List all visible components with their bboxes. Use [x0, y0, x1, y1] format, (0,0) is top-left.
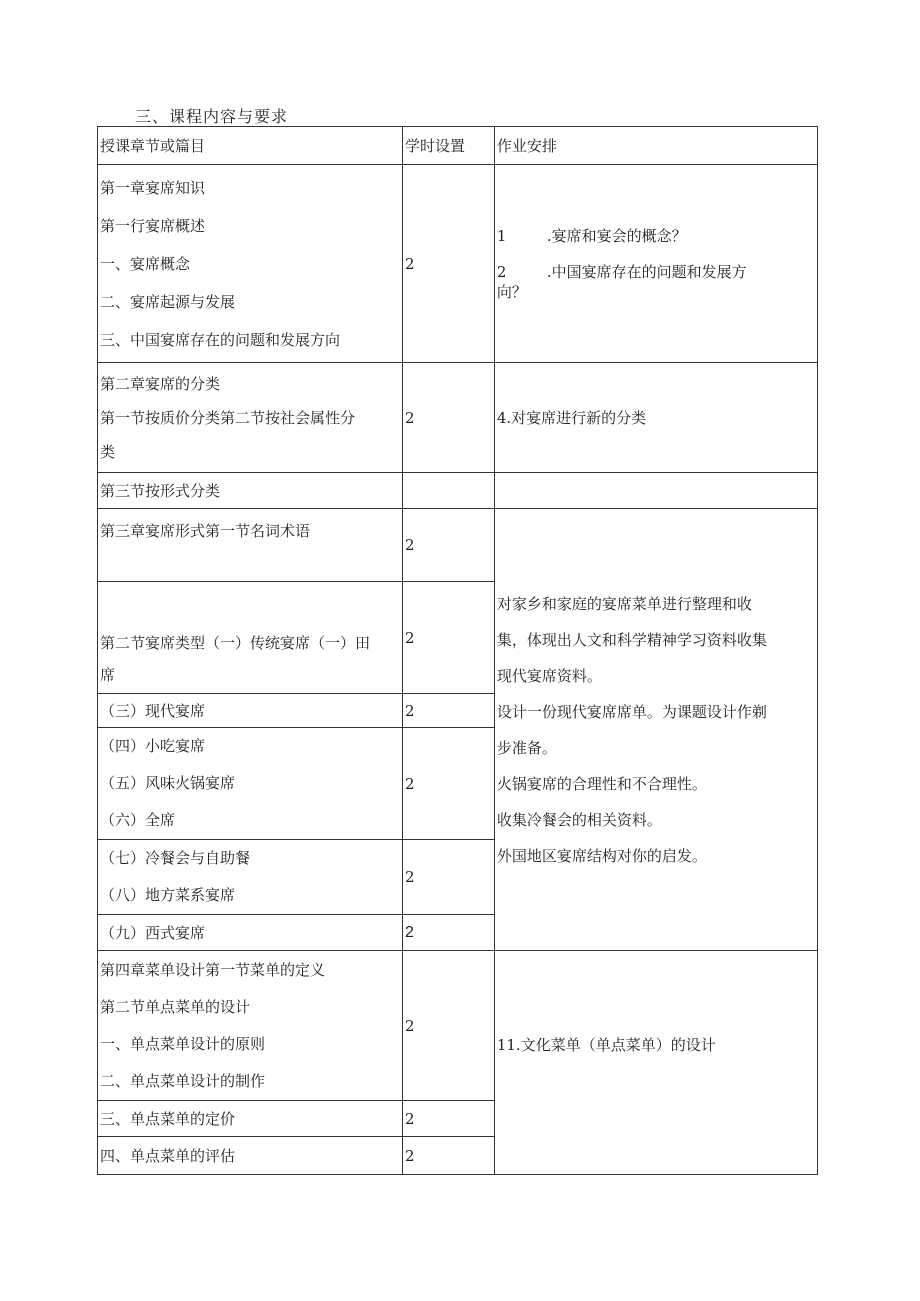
ch1-hours: 2 — [402, 165, 494, 363]
ch2-chapter-cell — [98, 363, 403, 473]
course-content-table — [97, 126, 818, 1175]
ch3-r5-chapter — [98, 840, 403, 915]
ch2-line: 类 — [100, 442, 116, 461]
ch2-line: 第一节按质价分类第二节按社会属性分 — [100, 408, 356, 427]
ch3-hw-line: 现代宴席资料。 — [496, 666, 602, 685]
ch1-line: 第一章宴席知识 — [100, 178, 206, 197]
ch3-r2-line: 第二节宴席类型（一）传统宴席（一）田 — [100, 634, 371, 652]
table-row-ch1 — [98, 165, 818, 363]
ch3-hw-line: 设计一份现代宴席席单。为课题设计作剃 — [496, 702, 767, 721]
table-row-ch2 — [98, 363, 818, 473]
ch3-hw-line: 收集冷餐会的相关资料。 — [496, 810, 662, 829]
ch3-homework-cell — [494, 509, 817, 951]
ch1-homework-cell — [494, 165, 817, 363]
ch3-r2-hours: 2 — [402, 582, 494, 694]
header-homework: 作业安排 — [494, 127, 817, 165]
header-hours: 学时设置 — [402, 127, 494, 165]
ch3-r4-chapter — [98, 728, 403, 840]
table-row-ch3-1 — [98, 509, 818, 582]
ch2b-chapter: 第三节按形式分类 — [98, 473, 403, 509]
ch4-r1-line: 第二节单点菜单的设计 — [100, 997, 251, 1016]
ch3-r5-line: （八）地方菜系宴席 — [100, 886, 236, 904]
ch4-r2-chapter: 三、单点菜单的定价 — [98, 1101, 403, 1137]
ch2-line: 第二章宴席的分类 — [100, 374, 221, 393]
ch3-r2-line: 席 — [100, 666, 116, 684]
ch3-r3-chapter: （三）现代宴席 — [98, 694, 403, 728]
ch3-r4-line: （六）全席 — [100, 811, 176, 829]
ch4-r3-chapter: 四、单点菜单的评估 — [98, 1137, 403, 1175]
section-title: 三、课程内容与要求 — [135, 107, 289, 126]
ch4-r2-hours: 2 — [402, 1101, 494, 1137]
ch3-r5-hours: 2 — [402, 840, 494, 915]
ch1-line: 第一行宴席概述 — [100, 216, 206, 235]
header-chapter: 授课章节或篇目 — [98, 127, 403, 165]
ch3-r1-hours: 2 — [402, 509, 494, 582]
ch3-hw-line: 火锅宴席的合理性和不合理性。 — [496, 774, 707, 793]
ch4-r1-line: 第四章菜单设计第一节菜单的定义 — [100, 960, 326, 979]
ch3-hw-line: 对家乡和家庭的宴席菜单进行整理和收 — [496, 594, 752, 613]
ch3-r2-chapter — [98, 582, 403, 694]
ch3-hw-line: 步准备。 — [496, 738, 557, 757]
ch3-r3-hours: 2 — [402, 694, 494, 728]
hw-number: 1 — [496, 226, 507, 245]
ch2-homework: 4.对宴席进行新的分类 — [494, 363, 817, 473]
ch3-hw-line: 外国地区宴席结构对你的启发。 — [496, 846, 707, 865]
hw-number: 2 — [496, 262, 507, 281]
hw-text: 向？ — [496, 282, 527, 301]
hw-text: .中国宴席存在的问题和发展方 — [546, 262, 747, 281]
ch3-r6-hours: 2 — [402, 915, 494, 951]
ch3-r4-line: （五）风味火锅宴席 — [100, 774, 236, 792]
ch4-r1-hours: 2 — [402, 951, 494, 1101]
table-row-ch4-1 — [98, 951, 818, 1101]
ch4-r1-line: 二、单点菜单设计的制作 — [100, 1071, 266, 1090]
ch2-hours: 2 — [402, 363, 494, 473]
ch3-r6-chapter: （九）西式宴席 — [98, 915, 403, 951]
table-row-ch2b — [98, 473, 818, 509]
hw-text: .宴席和宴会的概念？ — [546, 226, 687, 245]
ch2b-homework-empty — [494, 473, 817, 509]
ch4-r1-chapter — [98, 951, 403, 1101]
ch4-r3-hours: 2 — [402, 1137, 494, 1175]
ch2b-hours-empty — [402, 473, 494, 509]
ch3-r4-line: （四）小吃宴席 — [100, 737, 206, 755]
ch4-r1-line: 一、单点菜单设计的原则 — [100, 1034, 266, 1053]
table-header-row — [98, 127, 818, 165]
ch4-homework-text: 11.文化菜单（单点菜单）的设计 — [496, 1035, 716, 1054]
ch3-r4-hours: 2 — [402, 728, 494, 840]
ch1-line: 三、中国宴席存在的问题和发展方向 — [100, 330, 341, 349]
ch1-line: 一、宴席概念 — [100, 254, 191, 273]
ch3-r5-line: （七）冷餐会与自助餐 — [100, 849, 251, 867]
ch1-line: 二、宴席起源与发展 — [100, 292, 236, 311]
ch4-homework — [494, 951, 817, 1175]
ch3-hw-line: 集，体现出人文和科学精神学习资料收集 — [496, 630, 767, 649]
ch3-r1-chapter: 第三章宴席形式第一节名词术语 — [98, 509, 403, 582]
ch1-chapter-cell — [98, 165, 403, 363]
